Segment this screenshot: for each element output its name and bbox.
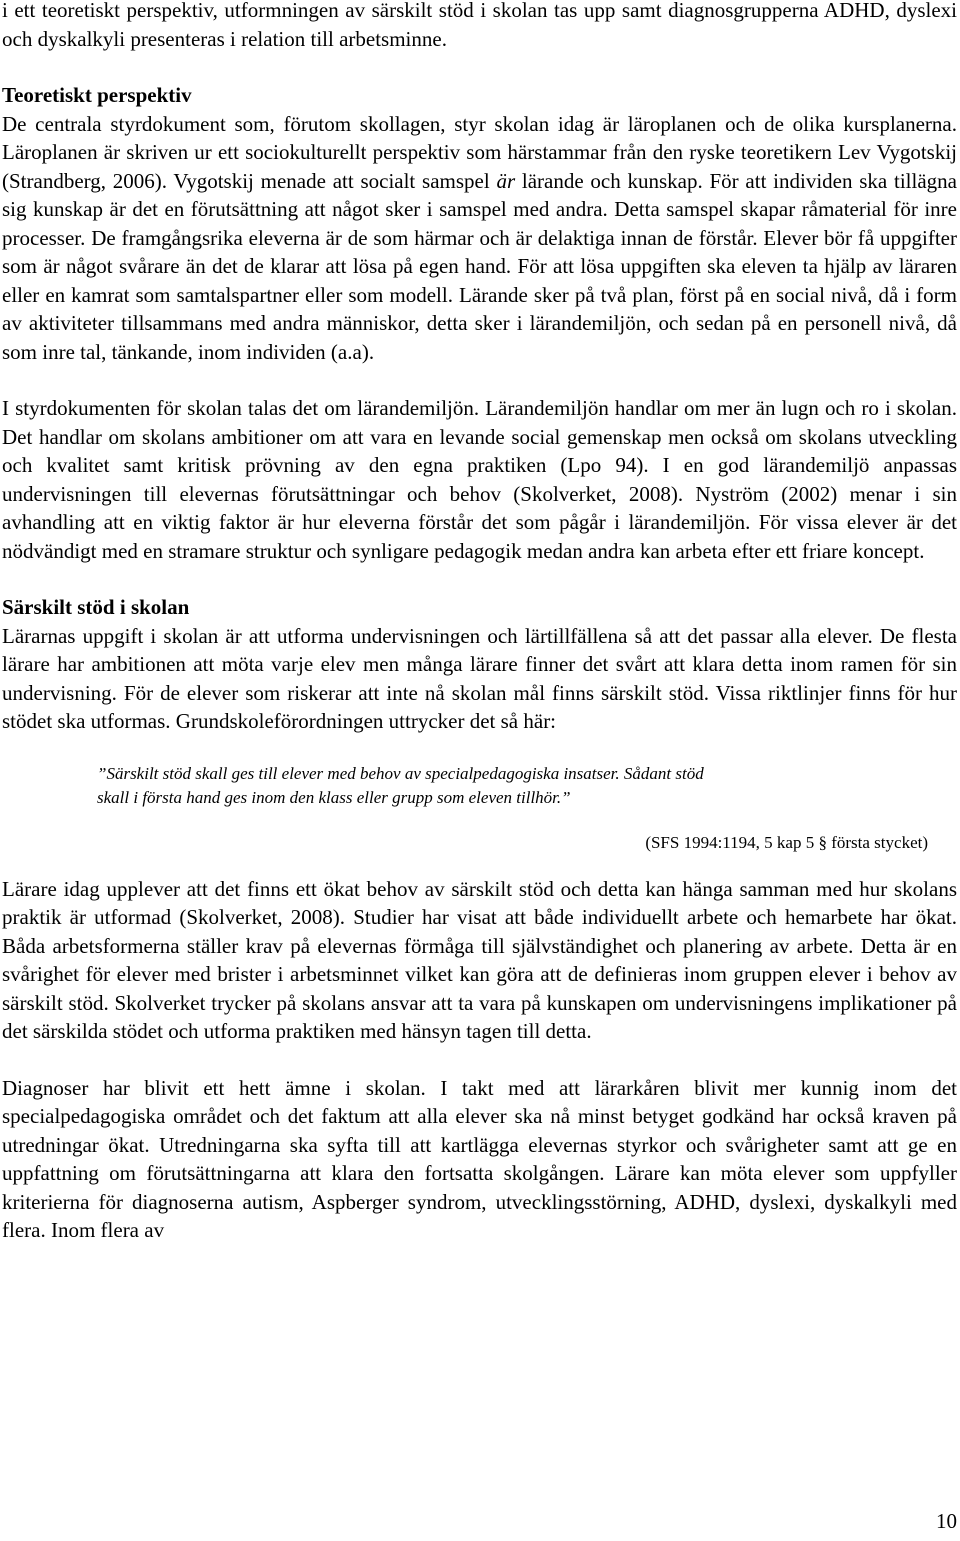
paragraph-spacer [2,565,957,593]
block-quote: ”Särskilt stöd skall ges till elever med behov av specialpedagogiska insatser. Sådant stöd skall i första hand ges inom den klass eller grupp som eleven tillhör.” [97,763,704,807]
paragraph-spacer [2,366,957,394]
page-number: 10 [936,1509,957,1533]
paragraph-increased-need: Lärare idag upplever att det finns ett ökat behov av särskilt stöd och detta kan hänga samman med hur skolans praktik är utformad (Skolverket, 2008). Studier har visat att både individuellt arbete och hemarbete har ökat. Båda arbetsformerna ställer krav på elevernas förmåga till självständighet och planering av arbete. Detta är en svårighet för elever med brister i arbetsminnet vilket kan göra att de definieras inom gruppen elever i behov av särskilt stöd. Skolverket trycker på skolans ansvar att ta vara på kunskapen om undervisningens implikationer på det särskilda stödet och utforma praktiken med hänsyn tagen till detta. [2,876,957,1043]
paragraph-theory-part-1: De centrala styrdokument som, förutom skollagen, styr skolan idag är läroplanen och de olika kursplanerna. Läroplanen är skriven ur ett sociokulturellt perspektiv som härstammar från den ryske teoretikern Lev Vygotskij (Strandberg, 2006). Vygotskij menade att socialt samspel [2,111,957,193]
paragraph-spacer [2,1046,957,1074]
paragraph-spacer [2,736,957,762]
heading-sarskilt-stod: Särskilt stöd i skolan [2,595,190,619]
quote-citation: (SFS 1994:1194, 5 kap 5 § första stycket) [645,832,928,852]
paragraph-theory [2,110,957,367]
paragraph-learning-environment: I styrdokumenten för skolan talas det om lärandemiljön. Lärandemiljön handlar om mer än lugn och ro i skolan. Det handlar om skolans ambitioner om att vara en levande social gemenskap men också om skolans utveckling och kvalitet samt kritisk prövning av den egna praktiken (Lpo 94). I en god lärandemiljö anpassas undervisningen till elevernas förutsättningar och behov (Skolverket, 2008). Nyström (2002) menar i sin avhandling att en viktig faktor är hur eleverna förstår det som pågår i lärandemiljön. För vissa elever är det nödvändigt med en stramare struktur och synligare pedagogik medan andra kan arbeta efter ett friare koncept. [2,396,957,563]
paragraph-theory-part-2: lärande och kunskap. För att individen ska tillägna sig kunskap är det en förutsättning att något sker i samspel med andra. Detta samspel skapar råmaterial för inre processer. De framgångsrika eleverna är de som härmar och är delaktiga innan de förstår. Elever bör få uppgifter som är något svårare än det de klarar att lösa på egen hand. För att lösa uppgiften ska eleven ta hjälp av läraren eller en kamrat som samtalspartner eller som modell. Lärande sker på två plan, först på en social nivå, då i form av aktiviteter tillsammans med andra människor, detta sker i lärandemiljön, och sedan på en personell nivå, då som inre tal, tänkande, inom individen (a.a). [2,168,957,364]
paragraph-diagnoses: Diagnoser har blivit ett hett ämne i skolan. I takt med att lärarkåren blivit mer kunnig inom det specialpedagogiska området och det faktum att alla elever ska nå minst betyget godkänd har också kraven på utredningar ökat. Utredningarna ska syfta till att kartlägga elevernas styrkor och svårigheter samt att ge en uppfattning om förutsättningarna att klara den fortsatta skolgången. Lärare kan möta elever som uppfyller kriterierna för diagnoserna autism, Aspberger syndrom, utvecklingsstörning, ADHD, dyslexi, dyskalkyli med flera. Inom flera av [2,1075,957,1242]
paragraph-special-support: Lärarnas uppgift i skolan är att utforma undervisningen och lärtillfällena så att det passar alla elever. De flesta lärare har ambitionen att möta varje elev men många lärare finner det svårt att klara detta inom ramen för sin undervisning. För de elever som riskerar att inte nå skolan mål finns särskilt stöd. Vissa riktlinjer finns för hur stödet ska utformas. Grundskoleförordningen uttrycker det så här: [2,623,957,733]
heading-teoretiskt-perspektiv: Teoretiskt perspektiv [2,83,192,107]
paragraph-theory-emphasis: är [496,168,516,193]
paragraph-spacer [2,855,957,875]
paragraph-spacer [2,53,957,81]
paragraph-intro: i ett teoretiskt perspektiv, utformningen av särskilt stöd i skolan tas upp samt diagnosgrupperna ADHD, dyslexi och dyskalkyli presenteras i relation till arbetsminne. [2,0,957,51]
